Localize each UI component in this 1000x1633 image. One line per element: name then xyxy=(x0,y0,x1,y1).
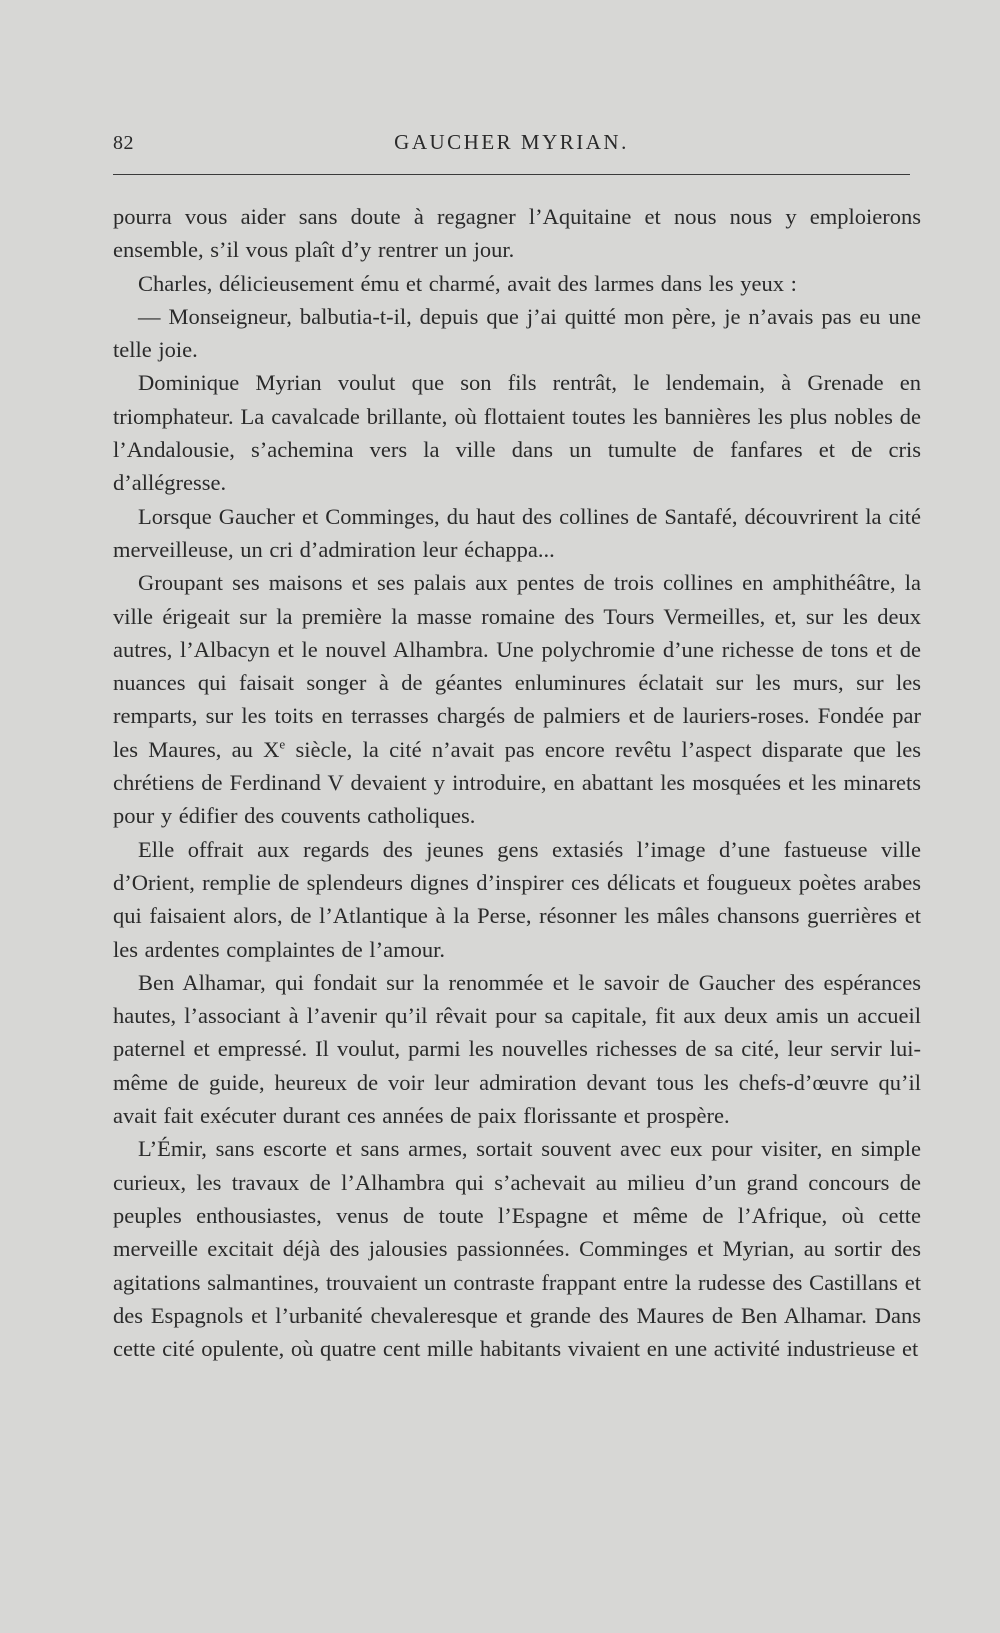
paragraph xyxy=(113,566,921,832)
page-number: 82 xyxy=(113,132,134,154)
paragraph: Elle offrait aux regards des jeunes gens extasiés l’image d’une fastueuse ville d’Orient, remplie de splendeurs dignes d’inspirer ces délicats et fougueux poètes arabes qui faisaient alors, de l’Atlantique à la Perse, résonner les mâles chansons guerrières et les ardentes complaintes de l’amour. xyxy=(113,836,921,962)
paragraph: Ben Alhamar, qui fondait sur la renommée et le savoir de Gaucher des espérances hautes, l’associant à l’avenir qu’il rêvait pour sa capitale, fit aux deux amis un accueil paternel et empressé. Il voulut, parmi les nouvelles richesses de sa cité, leur servir lui-même de guide, heureux de voir leur admiration devant tous les chefs-d’œuvre qu’il avait fait exécuter durant ces années de paix florissante et prospère. xyxy=(113,969,921,1129)
paragraph: L’Émir, sans escorte et sans armes, sortait souvent avec eux pour visiter, en simple curieux, les travaux de l’Alhambra qui s’achevait au milieu d’un grand concours de peuples enthousiastes, venus de toute l’Espagne et même de l’Afrique, où cette merveille excitait déjà des jalousies passionnées. Comminges et Myrian, au sortir des agitations salmantines, trouvaient un contraste frappant entre la rudesse des Castillans et des Espagnols et l’urbanité chevaleresque et grande des Maures de Ben Alhamar. Dans cette cité opulente, où quatre cent mille habitants vivaient en une activité industrieuse et xyxy=(113,1136,921,1362)
paragraph: pourra vous aider sans doute à regagner l’Aquitaine et nous nous y emploierons ensemble, s’il vous plaît d’y rentrer un jour. xyxy=(113,204,921,263)
running-title: GAUCHER MYRIAN. xyxy=(394,130,629,154)
paragraph-text: siècle, la cité n’avait pas encore revêtu l’aspect disparate que les chrétiens de Ferdinand V devaient y introduire, en abattant les mosquées et les minarets pour y édifier des couvents catholiques. xyxy=(113,736,921,829)
superscript: e xyxy=(279,736,286,752)
paragraph: Dominique Myrian voulut que son fils rentrât, le lendemain, à Grenade en triomphateur. La cavalcade brillante, où flottaient toutes les bannières les plus nobles de l’Andalousie, s’achemina vers la ville dans un tumulte de fanfares et de cris d’allégresse. xyxy=(113,370,921,496)
paragraph: Charles, délicieusement ému et charmé, avait des larmes dans les yeux : xyxy=(138,270,797,296)
page-header xyxy=(113,126,910,160)
paragraph-text: Groupant ses maisons et ses palais aux pentes de trois collines en amphithéâtre, la ville érigeait sur la première la masse romaine des Tours Vermeilles, et, sur les deux autres, l’Albacyn et le nouvel Alhambra. Une polychromie d’une richesse de tons et de nuances qui faisait songer à de géantes enluminures éclatait sur les murs, sur les remparts, sur les toits en terrasses chargés de palmiers et de lauriers-roses. Fondée par les Maures, au X xyxy=(113,570,921,762)
body-text xyxy=(113,200,921,1365)
paragraph: — Monseigneur, balbutia-t-il, depuis que j’ai quitté mon père, je n’avais pas eu une telle joie. xyxy=(113,303,921,363)
paragraph: Lorsque Gaucher et Comminges, du haut des collines de Santafé, découvrirent la cité merveilleuse, un cri d’admiration leur échappa... xyxy=(113,503,921,562)
header-rule xyxy=(113,174,910,175)
